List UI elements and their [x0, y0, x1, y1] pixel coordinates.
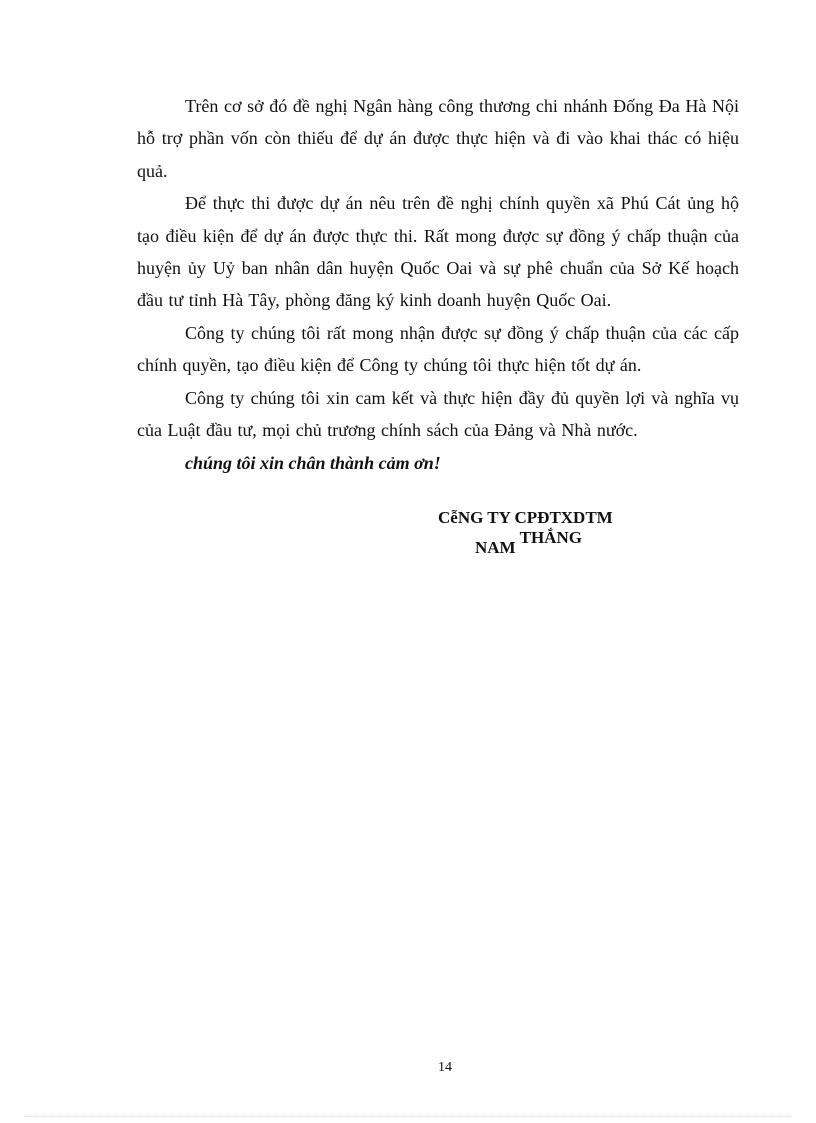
- paragraph-commitment: Công ty chúng tôi xin cam kết và thực hiện đầy đủ quyền lợi và nghĩa vụ của Luật đầu tư, mọi chủ trương chính sách của Đảng và Nhà nước.: [137, 387, 739, 441]
- page-number: 14: [438, 1060, 452, 1075]
- closing-thanks: chúng tôi xin chân thành cảm ơn!: [185, 453, 441, 473]
- paragraph-authority-approval: Để thực thi được dự án nêu trên đề nghị chính quyền xã Phú Cát ủng hộ tạo điều kiện để dự án được thực thi. Rất mong được sự đồng ý chấp thuận của huyện ủy Uỷ ban nhân dân huyện Quốc Oai và sự phê chuẩn của Sở Kế hoạch đầu tư tỉnh Hà Tây, phòng đăng ký kinh doanh huyện Quốc Oai.: [137, 193, 739, 311]
- paragraph-company-request: Công ty chúng tôi rất mong nhận được sự đồng ý chấp thuận của các cấp chính quyền, tạo điều kiện để Công ty chúng tôi thực hiện tốt dự án.: [137, 322, 739, 376]
- footer-divider: [24, 1116, 792, 1117]
- paragraph-bank-support: Trên cơ sở đó đề nghị Ngân hàng công thương chi nhánh Đống Đa Hà Nội hỗ trợ phần vốn còn thiếu để dự án được thực hiện và đi vào khai thác có hiệu quả.: [137, 96, 739, 181]
- body-text: [137, 90, 739, 446]
- signature-word-nam: NAM: [475, 538, 516, 557]
- signature-company-suffix: [475, 528, 582, 562]
- signature-word-thang: THẮNG: [519, 528, 582, 547]
- signature-company-name: CễNG TY CPĐTXDTM: [438, 508, 613, 527]
